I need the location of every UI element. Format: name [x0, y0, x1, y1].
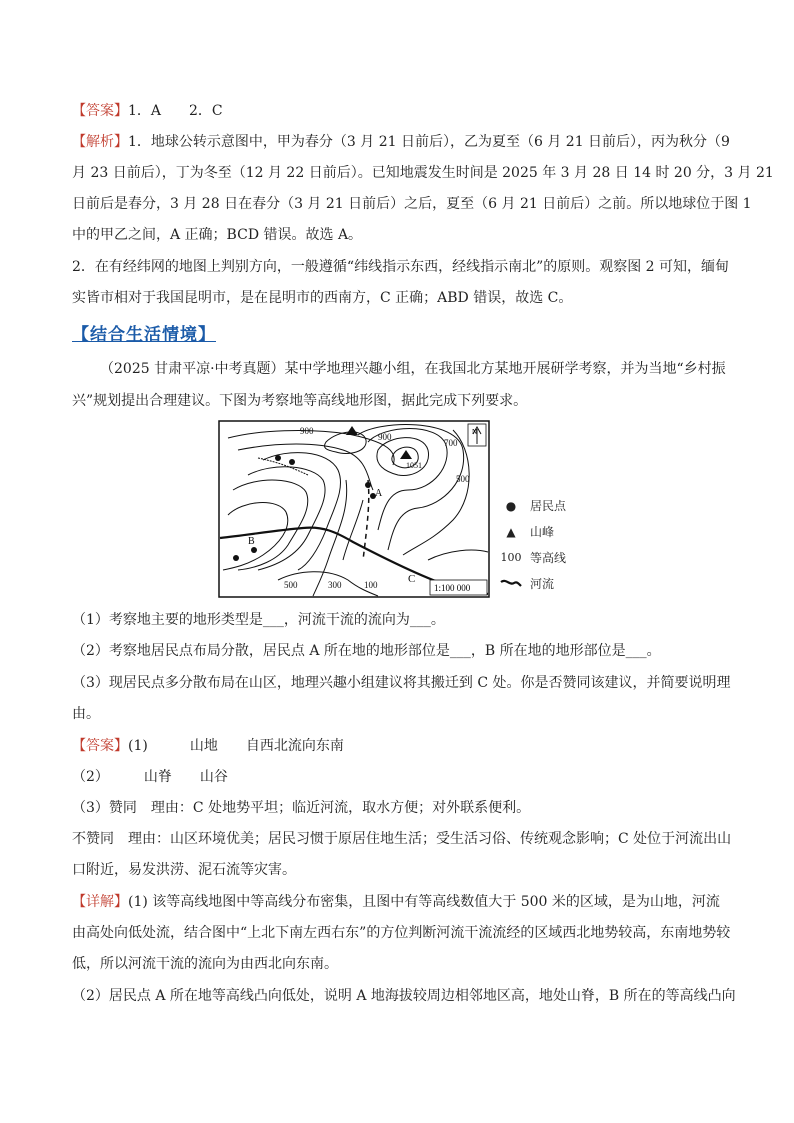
question-intro-1: （2025 甘肃平凉·中考真题）某中学地理兴趣小组，在我国北方某地开展研学考察，并为当地“乡村振	[100, 361, 726, 377]
contour-label-900: 900	[378, 432, 392, 442]
contour-label-900: 900	[300, 426, 314, 436]
section-title: 【结合生活情境】	[72, 325, 216, 345]
contour-symbol-text: 100	[500, 551, 522, 564]
scale-label: 1:100 000	[434, 583, 471, 593]
answer-text: 1．A 2．C	[128, 103, 223, 119]
detail-line-3: 低，所以河流干流的流向为由西北向东南。	[72, 956, 338, 972]
question-intro-2: 兴”规划提出合理建议。下图为考察地等高线地形图，据此完成下列要求。	[72, 393, 528, 409]
analysis-line-2: 月 23 日前后），丁为冬至（12 月 22 日前后）。已知地震发生时间是 2025 年 3 月 28 日 14 时 20 分，3 月 21	[72, 165, 774, 181]
answer2-line-5: 口附近，易发洪涝、泥石流等灾害。	[72, 862, 296, 878]
answer2-line-3: （3）赞同 理由：C 处地势平坦；临近河流，取水方便；对外联系便利。	[72, 800, 531, 816]
settlement-dot	[275, 455, 281, 461]
contour-label-700: 700	[444, 438, 458, 448]
detail-text: (1) 该等高线地图中等高线分布密集，且图中有等高线数值大于 500 米的区域，是为山地，河流	[128, 894, 720, 910]
contour-label-100: 100	[364, 580, 378, 590]
answer2-text: (1) 山地 自西北流向东南	[128, 738, 344, 754]
point-b-label: B	[248, 536, 255, 547]
map-legend	[500, 490, 620, 600]
analysis-line-4: 中的甲乙之间，A 正确；BCD 错误。故选 A。	[72, 227, 363, 243]
peak-elevation-label: 1051	[406, 461, 422, 470]
analysis-line-1	[72, 132, 730, 152]
settlement-dot	[251, 547, 257, 553]
settlement-dot	[233, 555, 239, 561]
legend-label: 河流	[530, 577, 555, 591]
analysis-tag: 【解析】	[72, 134, 128, 150]
legend-label: 等高线	[530, 551, 567, 565]
analysis-line-6: 实皆市相对于我国昆明市，是在昆明市的西南方，C 正确；ABD 错误，故选 C。	[72, 290, 573, 306]
detail-tag: 【详解】	[72, 894, 128, 910]
answer2-line-4: 不赞同 理由：山区环境优美；居民习惯于原居住地生活；受生活习俗、传统观念影响；C 处位于河流出山	[72, 831, 732, 847]
river-icon	[500, 574, 522, 594]
point-a-label: A	[375, 488, 383, 499]
answer-line-1	[72, 101, 223, 121]
settlement-dot	[289, 459, 295, 465]
answer-tag: 【答案】	[72, 738, 128, 754]
detail-line-1	[72, 892, 720, 912]
contour-label-500: 500	[284, 580, 298, 590]
analysis-line-5: 2．在有经纬网的地图上判别方向，一般遵循“纬线指示东西，经线指示南北”的原则。观察图 2 可知，缅甸	[72, 259, 730, 275]
contour-map	[218, 420, 490, 598]
point-c-label: C	[408, 573, 416, 585]
legend-label: 山峰	[530, 525, 555, 539]
answer-tag: 【答案】	[72, 103, 128, 119]
triangle-icon: ▲	[506, 525, 516, 539]
dot-icon: ●	[505, 499, 517, 513]
question-3-cont: 由。	[72, 706, 100, 722]
question-1: （1）考察地主要的地形类型是___，河流干流的流向为___。	[72, 612, 445, 628]
north-label: N	[472, 428, 478, 436]
question-3: （3）现居民点多分散布局在山区，地理兴趣小组建议将其搬迁到 C 处。你是否赞同该建议，并简要说明理	[72, 675, 731, 691]
answer2-line-1	[72, 736, 344, 756]
detail-line-4: （2）居民点 A 所在地等高线凸向低处，说明 A 地海拔较周边相邻地区高，地处山脊，B 所在的等高线凸向	[72, 988, 736, 1004]
analysis-text: 1．地球公转示意图中，甲为春分（3 月 21 日前后），乙为夏至（6 月 21 日前后），丙为秋分（9	[128, 134, 730, 150]
settlement-dot	[365, 482, 371, 488]
contour-label-300: 300	[328, 580, 342, 590]
contour-label-500: 500	[456, 474, 470, 484]
answer2-line-2: （2） 山脊 山谷	[72, 769, 228, 785]
question-2: （2）考察地居民点布局分散，居民点 A 所在地的地形部位是___，B 所在地的地形部位是___。	[72, 643, 661, 659]
detail-line-2: 由高处向低处流，结合图中“上北下南左西右东”的方位判断河流干流流经的区域西北地势较高，东南地势较	[72, 925, 731, 941]
analysis-line-3: 日前后是春分，3 月 28 日在春分（3 月 21 日前后）之后，夏至（6 月 21 日前后）之前。所以地球位于图 1	[72, 196, 752, 212]
legend-label: 居民点	[530, 499, 567, 513]
contour-icon	[500, 548, 522, 568]
